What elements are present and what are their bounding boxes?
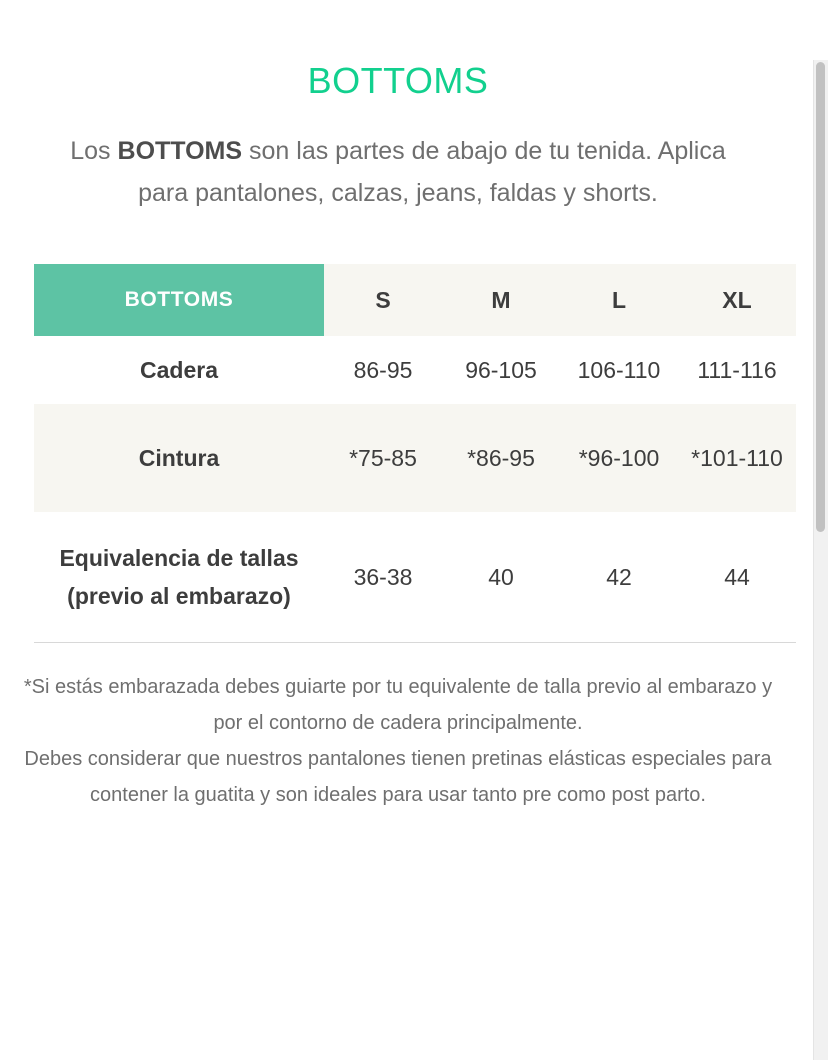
cell-equivalencia-l: 42: [560, 512, 678, 643]
size-table: [34, 264, 796, 643]
intro-after: son las partes de abajo de tu tenida. Aplica para pantalones, calzas, jeans, faldas y shorts.: [138, 137, 726, 207]
cell-cadera-xl: 111-116: [678, 336, 796, 404]
intro-bold: BOTTOMS: [117, 137, 243, 165]
page-scrollbar[interactable]: [813, 60, 828, 1060]
table-row: [34, 336, 796, 404]
table-body: [34, 336, 796, 643]
footnotes: [14, 669, 782, 813]
cell-cintura-xl: *101-110: [678, 404, 796, 512]
row-label-cintura: Cintura: [34, 404, 324, 512]
intro-before: Los: [70, 137, 118, 165]
size-table-container: [34, 264, 783, 643]
table-corner-header: BOTTOMS: [34, 264, 324, 336]
cell-cintura-l: *96-100: [560, 404, 678, 512]
page-title: BOTTOMS: [307, 60, 489, 101]
cell-cadera-s: 86-95: [324, 336, 442, 404]
column-header-s: S: [324, 264, 442, 336]
row-label-equivalencia: Equivalencia de tallas (previo al embarazo): [34, 512, 324, 643]
cell-cadera-m: 96-105: [442, 336, 560, 404]
column-header-l: L: [560, 264, 678, 336]
intro-paragraph: [58, 130, 738, 214]
column-header-m: M: [442, 264, 560, 336]
scrollbar-thumb[interactable]: [816, 62, 825, 532]
cell-equivalencia-s: 36-38: [324, 512, 442, 643]
cell-cintura-m: *86-95: [442, 404, 560, 512]
cell-cadera-l: 106-110: [560, 336, 678, 404]
cell-equivalencia-xl: 44: [678, 512, 796, 643]
table-row: [34, 404, 796, 512]
table-row: [34, 512, 796, 643]
table-header: [34, 264, 796, 336]
footnote-pregnancy: *Si estás embarazada debes guiarte por tu equivalente de talla previo al embarazo y por el contorno de cadera principalmente.: [23, 676, 773, 734]
footnote-waistband: Debes considerar que nuestros pantalones tienen pretinas elásticas especiales para contener la guatita y son ideales para usar tanto pre como post parto.: [24, 748, 772, 806]
cell-equivalencia-m: 40: [442, 512, 560, 643]
table-header-row: [34, 264, 796, 336]
column-header-xl: XL: [678, 264, 796, 336]
cell-cintura-s: *75-85: [324, 404, 442, 512]
size-guide-page: [0, 60, 796, 813]
row-label-cadera: Cadera: [34, 336, 324, 404]
